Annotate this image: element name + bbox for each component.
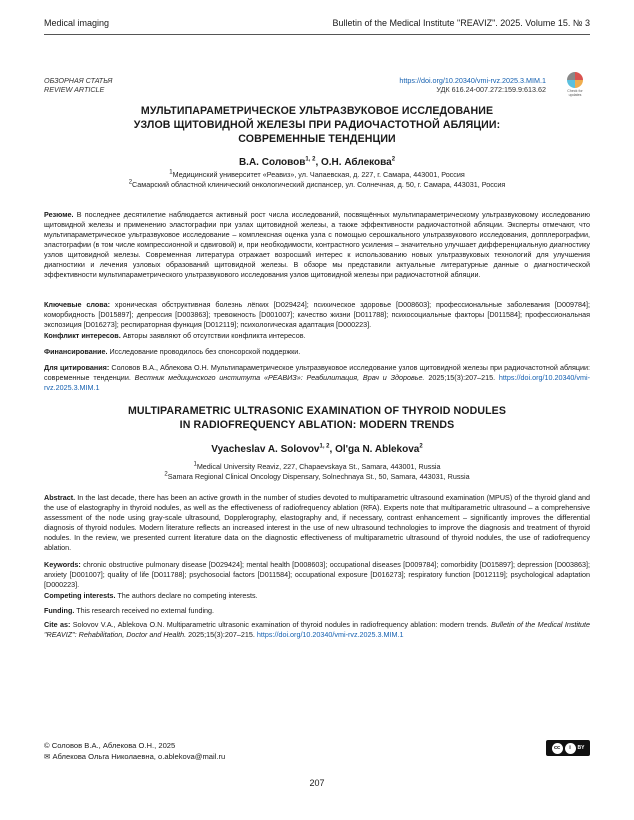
affiliation-2: $^2$Samara Regional Clinical Oncology Dispensary, Solnechnaya St., 50, Samara, 443031, Russia [164,471,470,481]
keywords-ru [44,300,590,330]
cc-icon: cc [552,743,563,754]
author-2-affil: 2 [419,443,423,450]
affiliations-ru [44,170,590,190]
author-2-affil: 2 [391,156,396,163]
correspondence: ✉ Аблекова Ольга Николаевна, o.ablekova@mail.ru [44,752,226,761]
by-icon: i [565,743,576,754]
keywords-en [44,560,590,590]
running-head-left: Medical imaging [44,18,110,28]
citation-doi-link[interactable]: https://doi.org/10.20340/vmi-rvz.2025.3.MIM.1 [44,373,590,392]
funding-en: Funding. This research received no external funding. [44,606,215,615]
title-ru-line-1: МУЛЬТИПАРАМЕТРИЧЕСКОЕ УЛЬТРАЗВУКОВОЕ ИССЛЕДОВАНИЕ [140,105,494,117]
author-1: В.А. Соловов [238,157,306,168]
author-separator: , [329,444,336,455]
citation-en: Cite as: Solovov V.A., Ablekova O.N. Multiparametric ultrasonic examination of thyroid nodules in radiofrequency ablation: modern trends. Bulletin of the Medical Institute "REAVIZ": Rehabilitation, Doctor and Health. 2025;15(3):207–215. https://doi.org/10.20340/vmi-rvz.2025.3.MIM.1 [44,620,590,639]
author-2: О.Н. Аблекова [321,157,392,168]
affiliations-en [44,462,590,482]
crossmark-label: Check for updates [567,89,583,97]
abstract-label: Резюме. [44,210,74,219]
header-divider [44,34,590,35]
author-1-affil: 1, 2 [305,156,316,163]
abstract-text: In the last decade, there has been an active growth in the number of studies devoted to multiparametric ultrasound examination (MPUS) of the thyroid gland and the use of elastography in thyroid nodules, as well as the effectiveness of radiofrequency ablation (RFA). Experts note that multiparametric ultrasound – a comprehensive assessment of the node using gray-scale ultrasound, Dopplerography, elastography and, if necessary, contrast enhancement – significantly improves the differential diagnosis of thyroid nodules. Modern literature reflects an increased interest in the use of new ultrasound technologies to improve the diagnosis and treatment of thyroid nodules. In the review, we presented current literature data on the diagnostic effectiveness of multiparametric ultrasound of thyroid nodules, the use of radiofrequency ablation. [44,493,590,552]
affiliation-1: $^1$Медицинский университет «Реавиз», ул. Чапаевская, д. 227, г. Самара, 443001, Россия [169,169,465,179]
crossmark-badge[interactable] [562,72,588,98]
citation-doi-link[interactable]: https://doi.org/10.20340/vmi-rvz.2025.3.MIM.1 [256,630,404,639]
title-en-line-2: IN RADIOFREQUENCY ABLATION: MODERN TRENDS [179,419,455,431]
page-number: 207 [309,778,325,788]
conflict-ru: Конфликт интересов. Авторы заявляют об отсутствии конфликта интересов. [44,331,306,340]
affiliation-1: $^1$Medical University Reaviz, 227, Chapaevskaya St., Samara, 443001, Russia [193,461,441,471]
author-1-affil: 1, 2 [319,443,330,450]
conflict-en: Competing interests. The authors declare no competing interests. [44,591,258,600]
affiliation-2: $^2$Самарский областной клинический онкологический диспансер, ул. Солнечная, д. 50, г. Самара, 443031, Россия [128,179,506,189]
copyright: © Соловов В.А., Аблекова О.Н., 2025 [44,741,176,750]
author-1: Vyacheslav A. Solovov [211,444,320,455]
title-ru [60,104,574,146]
citation-ru: Для цитирования: Соловов В.А., Аблекова О.Н. Мультипараметрическое ультразвуковое исследование узлов щитовидной железы при радиочастотной абляции: современные тенденции. Вестник медицинского института «РЕАВИЗ»: Реабилитация, Врач и Здоровье. 2025;15(3):207–215. https://doi.org/10.20340/vmi-rvz.2025.3.MIM.1 [44,363,590,392]
authors-en [44,444,590,455]
article-type-ru: ОБЗОРНАЯ СТАТЬЯ [44,76,113,85]
running-head-right: Bulletin of the Medical Institute "REAVIZ". 2025. Volume 15. № 3 [332,18,590,28]
crossmark-icon [567,72,583,88]
title-ru-line-3: СОВРЕМЕННЫЕ ТЕНДЕНЦИИ [238,133,396,145]
abstract-ru [44,210,590,280]
keywords-label: Keywords: [44,560,81,569]
title-ru-line-2: УЗЛОВ ЩИТОВИДНОЙ ЖЕЛЕЗЫ ПРИ РАДИОЧАСТОТНОЙ АБЛЯЦИИ: [133,119,501,131]
keywords-text: хроническая обструктивная болезнь лёгких [D029424]; психическое здоровье [D008603]; профессиональные заболевания [D009784]; коморбидность [D015897]; депрессия [D003863]; тревожность [D001007]; качество жизни [D011788]; психосоциальные факторы [D011584]; профессиональная экспозиция [D016273]; респираторная функция [D012119]; психологическая адаптация [D000223]. [44,300,590,329]
authors-ru [44,157,590,168]
article-type-en: REVIEW ARTICLE [44,85,105,94]
title-en [60,404,574,432]
envelope-icon: ✉ [44,752,53,761]
keywords-text: chronic obstructive pulmonary disease [D029424]; mental health [D008603]; occupational diseases [D009784]; comorbidity [D015897]; depression [D003863]; anxiety [D001007]; quality of life [D011788]; psychosocial factors [D011584]; occupational exposure [D016273]; respiratory function [D012119]; psychological adaptation [D000223]. [44,560,590,589]
abstract-en [44,493,590,553]
cc-by-label: BY [577,745,585,751]
doi-link[interactable]: https://doi.org/10.20340/vmi-rvz.2025.3.MIM.1 [399,76,546,85]
abstract-label: Abstract. [44,493,76,502]
cc-license-badge[interactable] [546,740,590,756]
author-separator: , [315,157,321,168]
keywords-label: Ключевые слова: [44,300,110,309]
abstract-text: В последнее десятилетие наблюдается активный рост числа исследований, посвящённых мультипараметрическому ультразвуковому исследованию щитовидной железы и применению эластографии при узлах щитовидной железы, а также эффективности радиочастотной абляции. Эксперты отмечают, что мультипараметрическое ультразвуковое исследование – комплексная оценка узла с помощью серошкального ультразвукового исследования, допплерографии, эластографии (в том числе компрессионной и сдвиговой) и, при необходимости, контрастного усиления – значительно улучшает дифференциальную диагностику узлов щитовидной железы. Современная литература отражает возросший интерес к использованию новых ультразвуковых технологий для улучшения диагностики и лечения узловых образований щитовидной железы. В обзоре мы представили актуальные литературные данные о диагностической эффективности мультипараметрического ультразвукового исследования узлов щитовидной железы при радиочастотной абляции. [44,210,590,279]
udk-code: УДК 616.24-007.272:159.9:613.62 [436,85,546,94]
author-2: Ol'ga N. Ablekova [335,444,420,455]
title-en-line-1: MULTIPARAMETRIC ULTRASONIC EXAMINATION OF THYROID NODULES [127,405,507,417]
funding-ru: Финансирование. Исследование проводилось без спонсорской поддержки. [44,347,301,356]
